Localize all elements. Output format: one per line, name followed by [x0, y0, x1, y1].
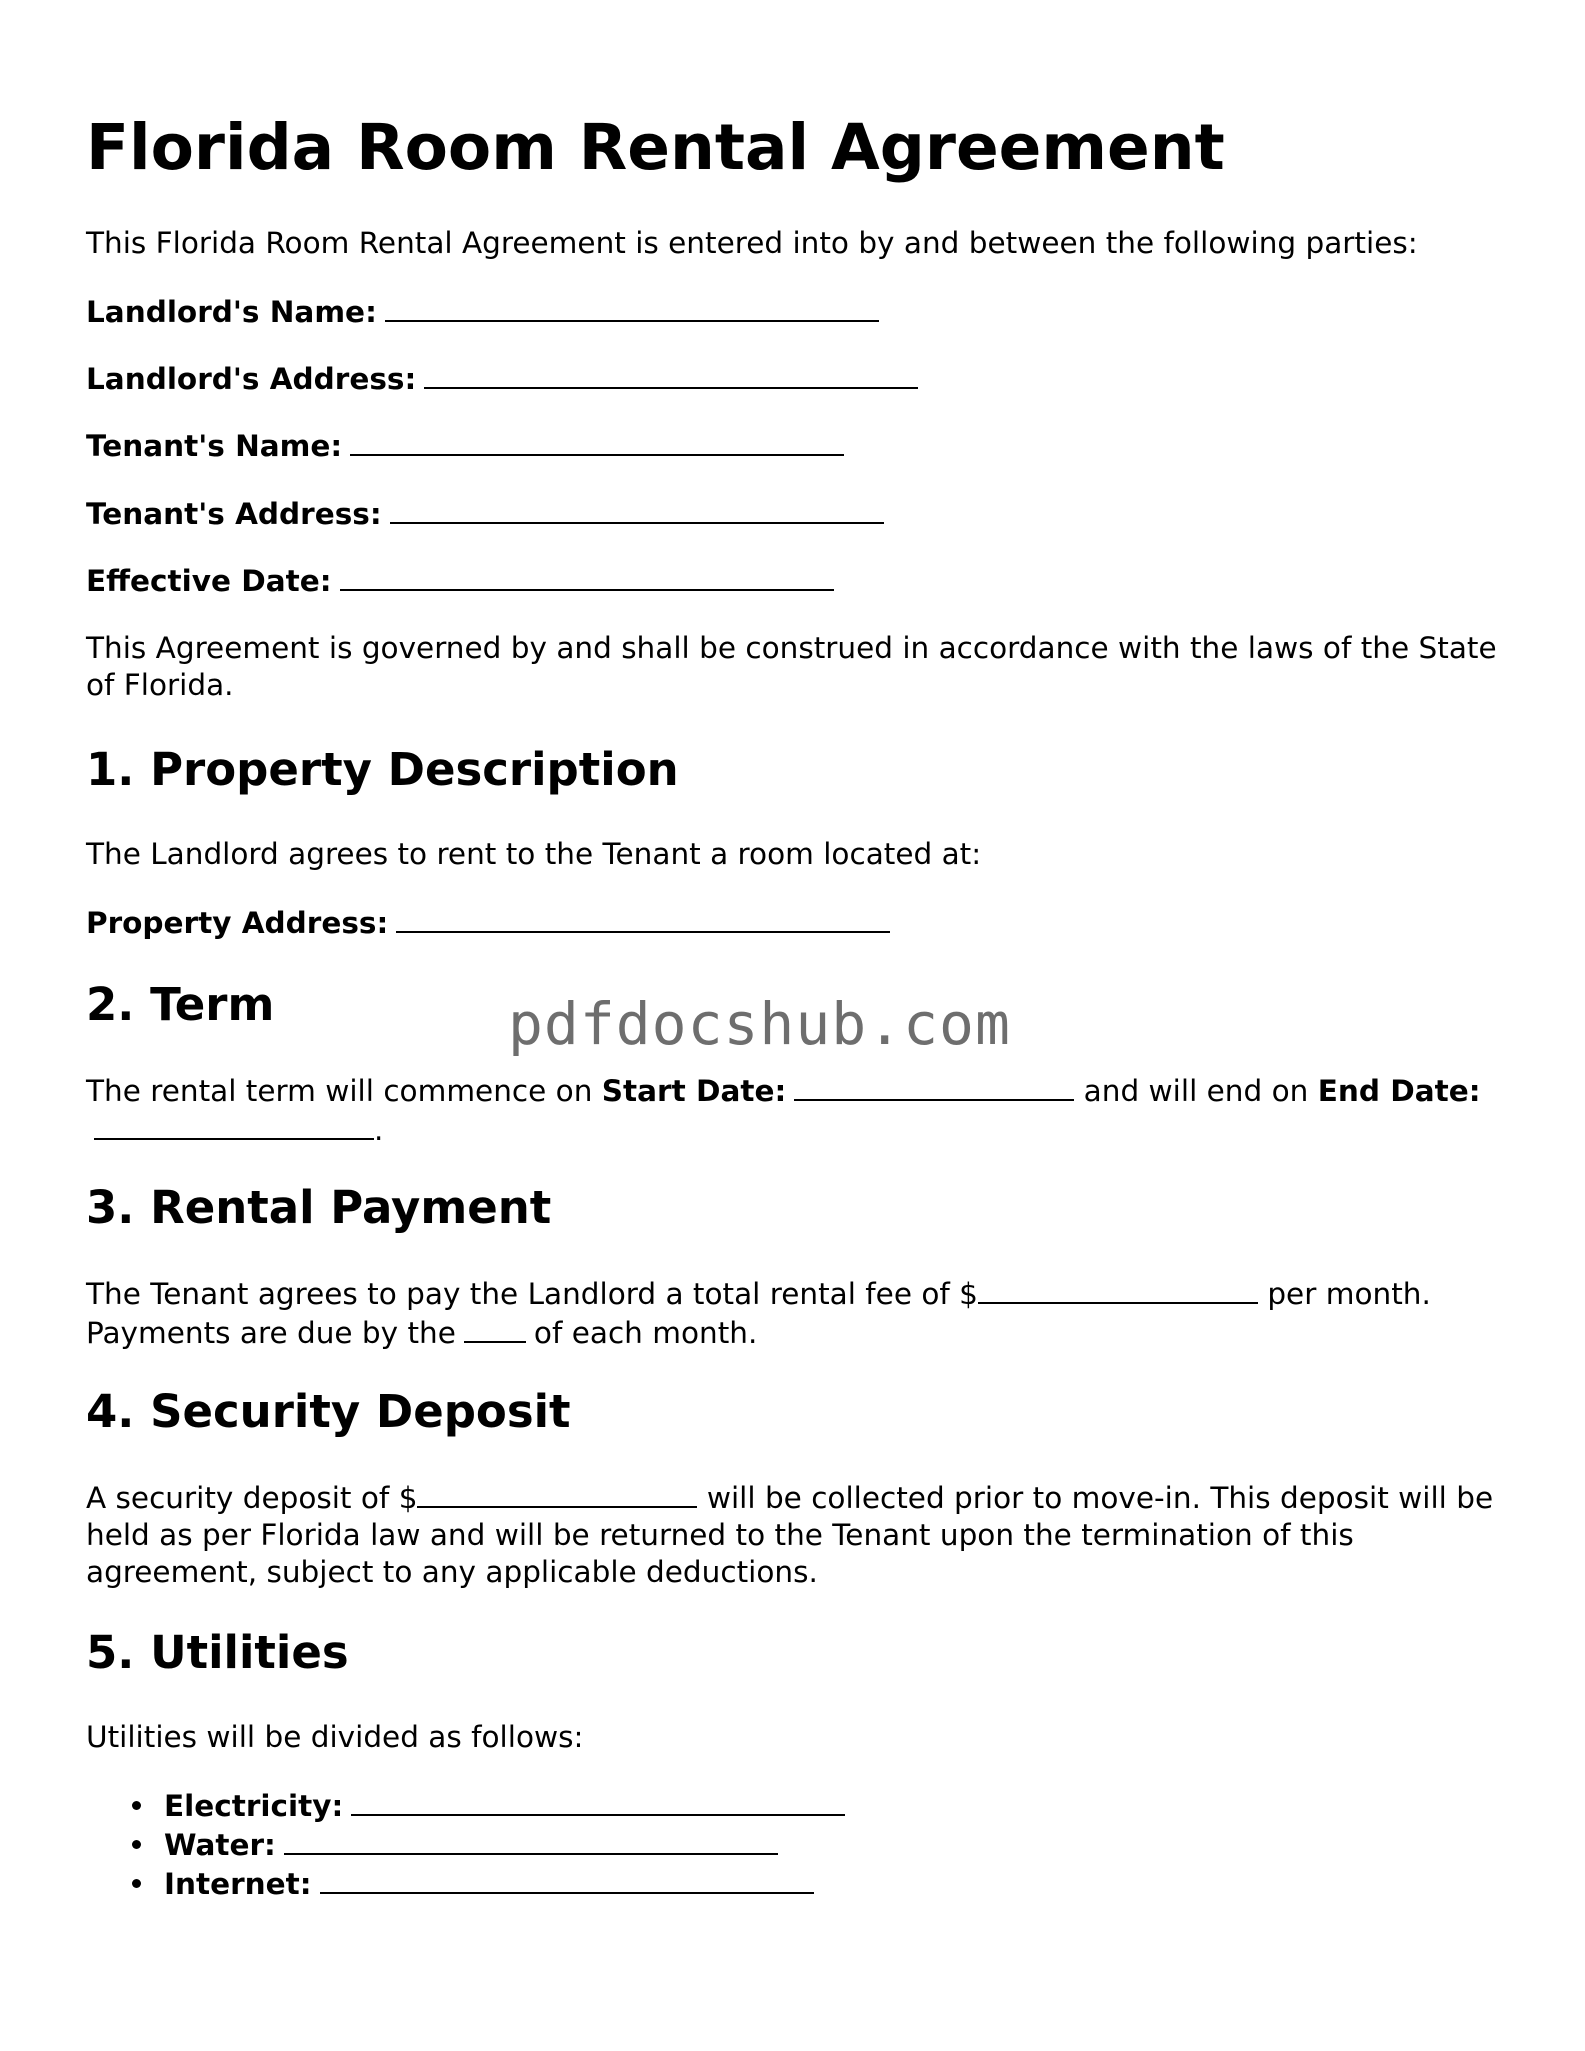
- electricity-blank[interactable]: [351, 1786, 845, 1816]
- governing-law-paragraph: This Agreement is governed by and shall be construed in accordance with the laws of the State of Florida.: [86, 631, 1497, 702]
- utility-label: Water:: [164, 1828, 276, 1862]
- tenant-name-blank[interactable]: [350, 426, 844, 456]
- due-day-blank[interactable]: [464, 1313, 526, 1343]
- tenant-name-label: Tenant's Name:: [86, 429, 343, 463]
- tenant-address-field: [86, 494, 884, 533]
- utility-label: Electricity:: [164, 1789, 344, 1823]
- property-address-label: Property Address:: [86, 906, 389, 940]
- rental-fee-blank[interactable]: [978, 1274, 1258, 1304]
- payment-text-after: of each month.: [533, 1316, 758, 1350]
- watermark-text: pdfdocshub.com: [508, 990, 1011, 1058]
- deposit-paragraph: [86, 1478, 1506, 1591]
- term-text-after: .: [374, 1113, 384, 1147]
- water-blank[interactable]: [284, 1825, 778, 1855]
- property-paragraph: The Landlord agrees to rent to the Tenant a room located at:: [86, 837, 982, 871]
- section-heading-payment: 3. Rental Payment: [86, 1181, 552, 1234]
- tenant-address-label: Tenant's Address:: [86, 497, 382, 531]
- landlord-address-blank[interactable]: [424, 359, 918, 389]
- end-date-blank[interactable]: [94, 1110, 374, 1140]
- payment-text-before: The Tenant agrees to pay the Landlord a total rental fee of $: [86, 1277, 978, 1311]
- start-date-blank[interactable]: [794, 1071, 1074, 1101]
- property-address-field: [86, 903, 890, 942]
- landlord-address-label: Landlord's Address:: [86, 362, 417, 396]
- tenant-name-field: [86, 426, 844, 465]
- term-paragraph: [86, 1071, 1506, 1149]
- payment-paragraph: [86, 1274, 1506, 1352]
- end-date-label: End Date:: [1317, 1074, 1481, 1108]
- deposit-amount-blank[interactable]: [417, 1478, 697, 1508]
- section-heading-deposit: 4. Security Deposit: [86, 1385, 571, 1438]
- utilities-paragraph: Utilities will be divided as follows:: [86, 1720, 584, 1754]
- property-address-blank[interactable]: [396, 903, 890, 933]
- deposit-text-after: will be collected prior to move-in. This deposit will be held as per Florida law and will be returned to the Tenant upon the termination of this agreement, subject to any applicable deductions.: [86, 1481, 1494, 1589]
- intro-paragraph: This Florida Room Rental Agreement is entered into by and between the following parties:: [86, 226, 1418, 260]
- section-heading-term: 2. Term: [86, 978, 275, 1031]
- tenant-address-blank[interactable]: [390, 494, 884, 524]
- internet-blank[interactable]: [320, 1864, 814, 1894]
- effective-date-blank[interactable]: [340, 561, 834, 591]
- utility-item-internet: [86, 1864, 845, 1903]
- section-heading-utilities: 5. Utilities: [86, 1626, 349, 1679]
- landlord-address-field: [86, 359, 918, 398]
- term-text-before: The rental term will commence on: [86, 1074, 593, 1108]
- section-heading-property: 1. Property Description: [86, 743, 679, 796]
- utility-label: Internet:: [164, 1867, 312, 1901]
- deposit-text-before: A security deposit of $: [86, 1481, 418, 1515]
- landlord-name-blank[interactable]: [385, 292, 879, 322]
- term-text-middle: and will end on: [1083, 1074, 1309, 1108]
- utilities-list: [86, 1786, 845, 1903]
- utility-item-electricity: [86, 1786, 845, 1825]
- start-date-label: Start Date:: [601, 1074, 787, 1108]
- landlord-name-label: Landlord's Name:: [86, 295, 377, 329]
- landlord-name-field: [86, 292, 879, 331]
- payment-text-middle: per month. Payments are due by the: [86, 1277, 1431, 1350]
- document-title: Florida Room Rental Agreement: [86, 111, 1225, 184]
- effective-date-label: Effective Date:: [86, 564, 332, 598]
- effective-date-field: [86, 561, 834, 600]
- utility-item-water: [86, 1825, 845, 1864]
